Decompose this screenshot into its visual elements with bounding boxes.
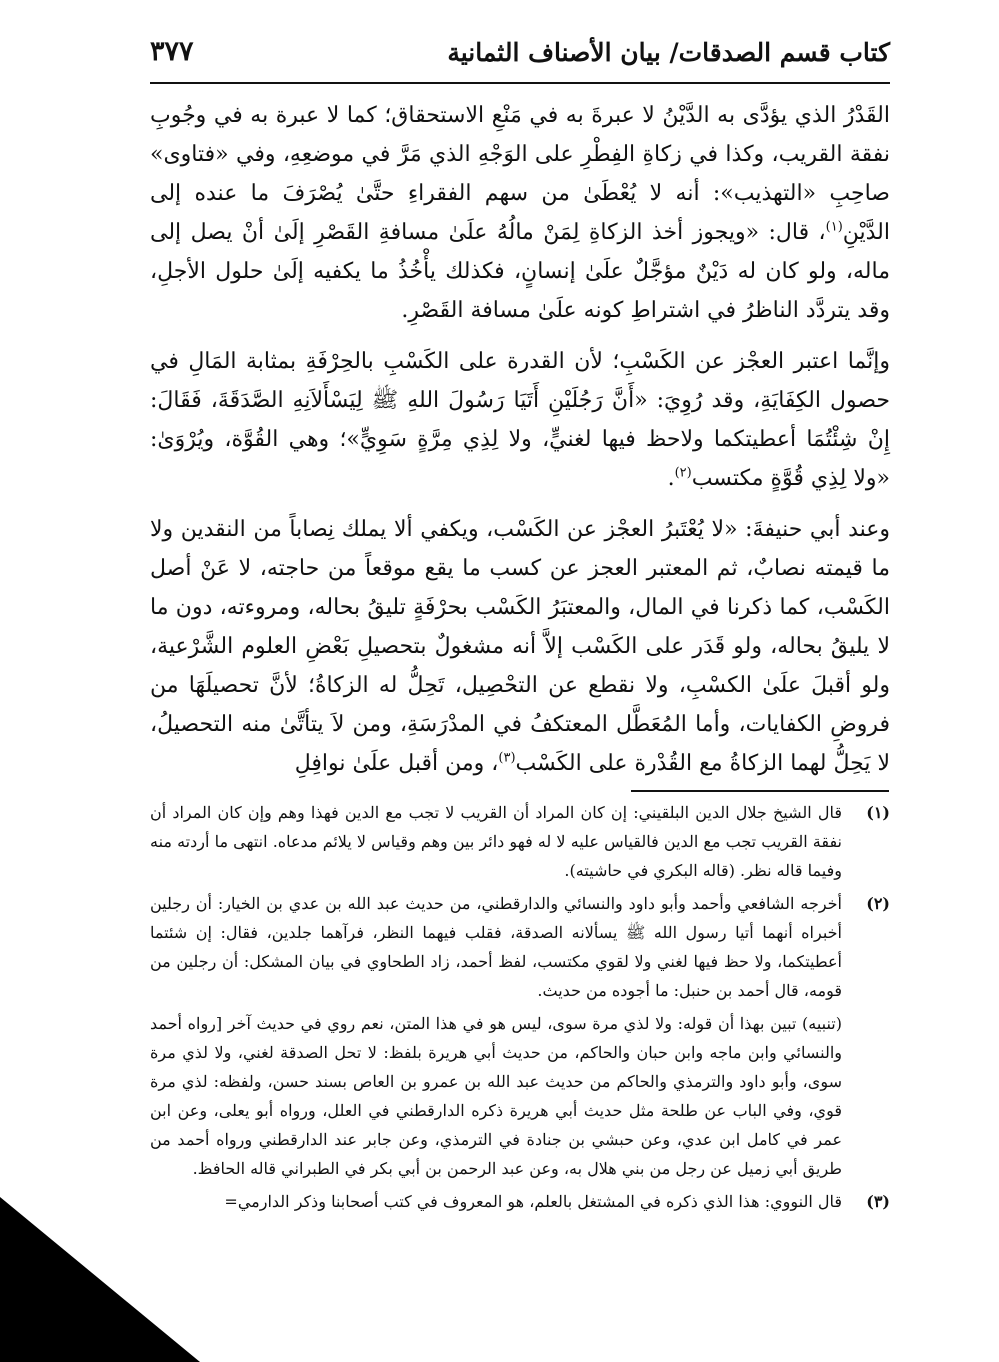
footnote-ref-2[interactable]: (٢) xyxy=(674,465,692,481)
footnote-1-number: (١) xyxy=(866,803,890,822)
footnotes xyxy=(150,798,890,1220)
paragraph-3-text-cont: ، ومن أقبل علَىٰ نوافِلِ xyxy=(294,751,499,776)
footnote-ref-1[interactable]: (١) xyxy=(825,219,843,235)
paragraph-2-text: وإنَّما اعتبر العجْز عن الكَسْبِ؛ لأن القدرة على الكَسْبِ بالحِرْفَةِ بمثابة المَالِ في حصول الكِفَايَةِ، وقد رُوِيَ: «أَنَّ رَجُلَيْنِ أَتَيَا رَسُولَ اللهِ ﷺ لِيَسْأَلاَنِهِ الصَّدَقَةَ، فَقَالَ: إِنْ شِئْتُمَا أعطيتكما ولاحظ فيها لغنيٍّ، ولا لِذِي مِرَّةٍ سَوِيٍّ»؛ وهي القُوَّة، ويُرْوَىٰ: «ولا لِذِي قُوَّةٍ مكتسب xyxy=(150,349,890,491)
footnote-2-note: (تنبيه) تبين بهذا أن قوله: ولا لذي مرة سوى، ليس هو في هذا المتن، نعم روي في حديث آخر [رواه أحمد والنسائي وابن ماجه وابن حبان والحاكم، من حديث أبي هريرة بلفظ: لا تحل الصدقة لغني، ولا لذي مرة سوى، وأبو داود والترمذي والحاكم من حديث عبد الله بن عمرو بن العاص بسند حسن، ولفظه: لذي مرة قوي، وفي الباب عن طلحة مثل حديث أبي هريرة ذكره الدارقطني في العلل، ورواه أبو يعلى، وعن ابن عمر في كامل ابن عدي، وعن حبشي بن جنادة في الترمذي، وعن جابر عند الدارقطني ورواه أحمد من طريق أبي زميل عن رجل من بني هلال به، وعن عبد الرحمن بن أبي بكر في الطبراني قاله الحافظ. xyxy=(150,1014,843,1178)
paragraph-1-text: القَدْرُ الذي يؤدَّى به الدَّيْنُ لا عبرةَ به في مَنْعِ الاستحقاق؛ كما لا عبرة به في وجُوبِ نفقة القريب، وكذا في زكاةِ الفِطْرِ على الوَجْهِ الذي مَرَّ في موضعِهِ، وفي «فتاوى» صاحِبِ «التهذيب»: أنه لا يُعْطَىٰ من سهم الفقراءِ حتَّىٰ يُصْرَفَ ما عنده إلى الدَّيْنِ xyxy=(150,103,890,245)
footnote-3 xyxy=(150,1187,890,1216)
footnote-1 xyxy=(150,798,890,885)
paragraph-1 xyxy=(150,96,890,330)
paragraph-3 xyxy=(150,510,890,783)
main-text xyxy=(150,96,890,795)
footnote-3-text: قال النووي: هذا الذي ذكره في المشتغل بالعلم، هو المعروف في كتب أصحابنا وذكر الدارمي= xyxy=(224,1192,842,1211)
scan-corner-shape xyxy=(0,1197,200,1362)
footnote-ref-3[interactable]: (٣) xyxy=(498,750,516,766)
footnote-separator xyxy=(631,790,889,792)
footnote-2-number: (٢) xyxy=(866,894,890,913)
footnote-1-text: قال الشيخ جلال الدين البلقيني: إن كان المراد أن القريب لا تجب مع الدين فهذا وهم وإن كان المراد أن نفقة القريب تجب مع الدين فالقياس عليه لا له فهو دائر بين وهم وقياس لا يلائم مدعاه. انتهى ما أردته منه وفيما قاله نظر. (قاله البكري في حاشيته). xyxy=(150,803,843,880)
header-rule xyxy=(150,82,890,84)
running-header xyxy=(150,30,890,80)
paragraph-3-text: وعند أبي حنيفةَ: «لا يُعْتَبرُ العجْز عن الكَسْب، ويكفي ألا يملك نِصاباً من النقدين ولا ما قيمته نصابٌ، ثم المعتبر العجز عن كسب ما يقع موقعاً من حاجته، لا عَنْ أصل الكَسْب، كما ذكرنا في المال، والمعتبَرُ الكَسْب بحرْفَةٍ تليقُ بحاله، ومروءته، دون ما لا يليقُ بحاله، ولو قَدَر على الكَسْب إلاَّ أنه مشغولٌ بتحصيلِ بَعْضِ العلوم الشَّرْعية، ولو أقبلَ علَىٰ الكسْبِ، ولا نقطع عن التحْصِيل، تَحِلُّ له الزكاةُ؛ لأنَّ تحصيلَهَا من فروضِ الكفايات، وأما المُعَطَّل المعتكفُ في المدْرَسَةِ، ومن لاَ يتأتَّىٰ منه التحصيلُ، لا يَحِلُّ لهما الزكاةُ مع القُدْرة على الكَسْب xyxy=(150,517,890,776)
scan-corner-shadow xyxy=(0,1197,200,1362)
paragraph-1-text-cont: ، قال: «ويجوز أخذ الزكاةِ لِمَنْ مالُهُ علَىٰ مسافةِ القَصْرِ إلَىٰ أنْ يصل إلى ماله، ولو كان له دَيْنٌ مؤجَّلٌ علَىٰ إنسانٍ، فكذلك يأْخُذُ ما يكفيه إلَىٰ حلول الأجلِ، وقد يتردَّد الناظرُ في اشتراطِ كونه علَىٰ مسافة القَصْرِ. xyxy=(150,220,890,323)
paragraph-2-text-cont: . xyxy=(667,466,675,491)
header-title: كتاب قسم الصدقات/ بيان الأصناف الثمانية xyxy=(447,38,890,67)
footnote-2 xyxy=(150,889,890,1005)
paragraph-2 xyxy=(150,342,890,498)
footnote-2-text: أخرجه الشافعي وأحمد وأبو داود والنسائي والدارقطني، من حديث عبد الله بن عدي بن الخيار: أن رجلين أخبراه أنهما أتيا رسول الله ﷺ يسألانه الصدقة، فقلب فيهما النظر، فرآهما جلدين، فقال: إن شئتما أعطيتكما، ولا حظ فيها لغني ولا لقوي مكتسب، لفظ أحمد، زاد الطحاوي في بيان المشكل: أن رجلين من قومه، قال أحمد بن حنبل: ما أجوده من حديث. xyxy=(150,894,842,1000)
page-number: ٣٧٧ xyxy=(150,36,194,67)
footnote-3-number: (٣) xyxy=(866,1192,890,1211)
